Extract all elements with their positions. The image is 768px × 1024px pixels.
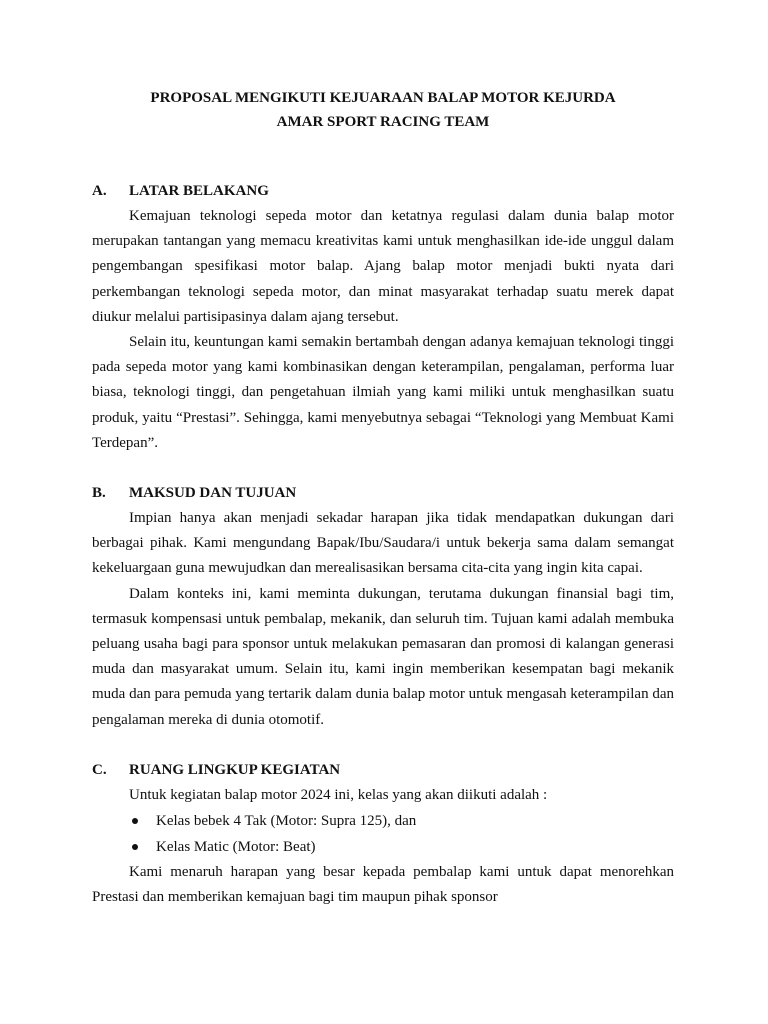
class-list [92,808,674,860]
list-item-text: Kelas bebek 4 Tak (Motor: Supra 125), dan [156,813,417,830]
section-letter: C. [92,762,107,778]
section-maksud-dan-tujuan [92,481,674,733]
section-heading [92,758,674,783]
bullet-icon [132,818,138,824]
list-item-text: Kelas Matic (Motor: Beat) [156,839,316,856]
section-ruang-lingkup-kegiatan [92,758,674,911]
paragraph: Untuk kegiatan balap motor 2024 ini, kelas yang akan diikuti adalah : [129,787,548,803]
document-subtitle: AMAR SPORT RACING TEAM [276,114,490,130]
list-item [92,834,674,860]
bullet-icon [132,844,138,850]
section-title: MAKSUD DAN TUJUAN [129,485,297,501]
paragraph: Kemajuan teknologi sepeda motor dan ketatnya regulasi dalam dunia balap motor merupakan tantangan yang memacu kreativitas kami untuk menghasilkan ide-ide unggul dalam pengembangan spesifikasi motor balap. Ajang balap motor menjadi bukti nyata dari perkembangan teknologi sepeda motor, dan minat masyarakat terhadap suatu merek dapat diukur melalui partisipasinya dalam ajang tersebut. [92,208,674,325]
paragraph: Selain itu, keuntungan kami semakin bertambah dengan adanya kemajuan teknologi tinggi pada sepeda motor yang kami kombinasikan dengan keterampilan, pengalaman, performa luar biasa, teknologi tinggi, dan pengetahuan ilmiah yang kami miliki untuk menghasilkan suatu produk, yaitu “Prestasi”. Sehingga, kami menyebutnya sebagai “Teknologi yang Membuat Kami Terdepan”. [92,334,674,451]
section-latar-belakang [92,179,674,456]
section-heading [92,481,674,506]
document-title: PROPOSAL MENGIKUTI KEJUARAAN BALAP MOTOR KEJURDA [150,90,616,106]
section-letter: A. [92,183,107,199]
list-item [92,808,674,834]
section-title: LATAR BELAKANG [129,183,269,199]
section-title: RUANG LINGKUP KEGIATAN [129,762,341,778]
section-letter: B. [92,485,106,501]
section-heading [92,179,674,204]
paragraph: Kami menaruh harapan yang besar kepada pembalap kami untuk dapat menorehkan Prestasi dan memberikan kemajuan bagi tim maupun pihak sponsor [92,864,674,906]
paragraph: Dalam konteks ini, kami meminta dukungan, terutama dukungan finansial bagi tim, termasuk kompensasi untuk pembalap, mekanik, dan seluruh tim. Tujuan kami adalah membuka peluang usaha bagi para sponsor untuk melakukan pemasaran dan promosi di kalangan generasi muda dan masyarakat umum. Selain itu, kami ingin memberikan kesempatan bagi mekanik muda dan para pemuda yang tertarik dalam dunia balap motor untuk mengasah keterampilan dan pengalaman mereka di dunia otomotif. [92,585,674,728]
paragraph: Impian hanya akan menjadi sekadar harapan jika tidak mendapatkan dukungan dari berbagai pihak. Kami mengundang Bapak/Ibu/Saudara/i untuk bekerja sama dalam semangat kekeluargaan guna mewujudkan dan merealisasikan bersama cita-cita yang ingin kita capai. [92,510,674,577]
